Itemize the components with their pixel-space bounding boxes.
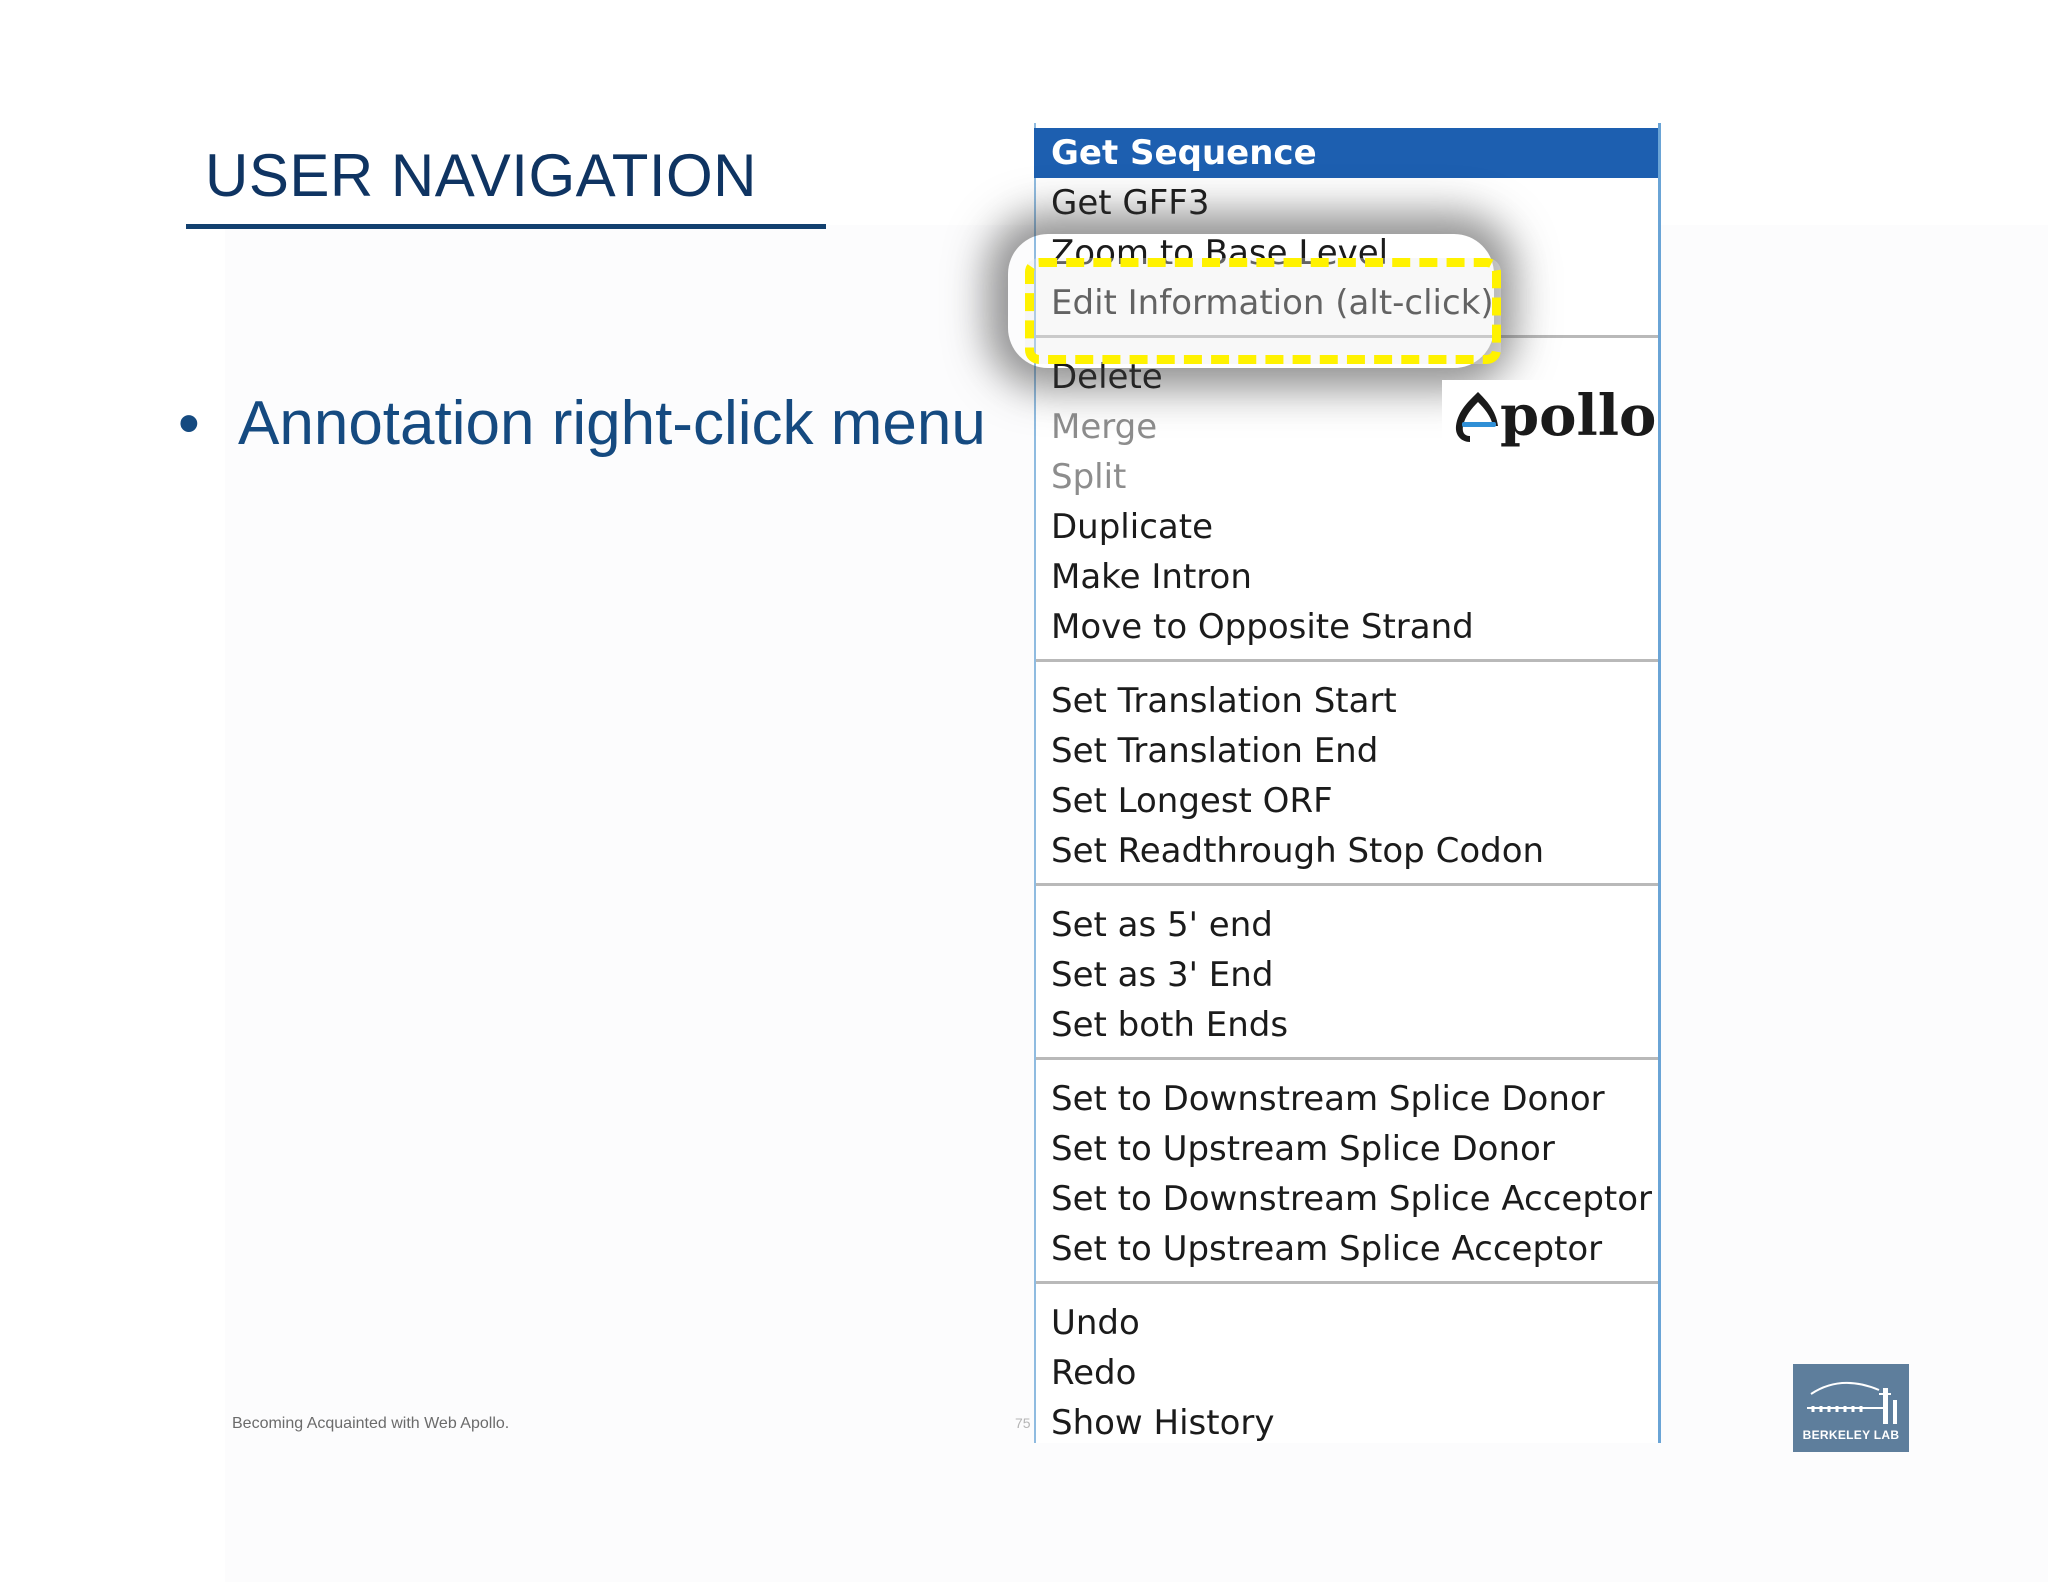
menu-separator (1036, 335, 1658, 338)
menu-item-get-gff3[interactable]: Get GFF3 (1051, 183, 1210, 223)
menu-item-move-to-opposite-strand[interactable]: Move to Opposite Strand (1051, 607, 1474, 647)
title-underline (186, 224, 826, 229)
menu-item-split: Split (1051, 457, 1127, 497)
menu-item-set-translation-start[interactable]: Set Translation Start (1051, 681, 1397, 721)
berkeley-lab-logo-icon (1801, 1372, 1901, 1426)
bullet-text: Annotation right-click menu (238, 389, 986, 458)
menu-item-duplicate[interactable]: Duplicate (1051, 507, 1213, 547)
menu-item-set-longest-orf[interactable]: Set Longest ORF (1051, 781, 1333, 821)
slide-footer: Becoming Acquainted with Web Apollo. (232, 1415, 510, 1432)
menu-item-make-intron[interactable]: Make Intron (1051, 557, 1252, 597)
menu-item-set-upstream-splice-acceptor[interactable]: Set to Upstream Splice Acceptor (1051, 1229, 1603, 1269)
menu-separator (1036, 883, 1658, 886)
menu-separator (1036, 1057, 1658, 1060)
menu-separator (1036, 659, 1658, 662)
page-number: 75 (1015, 1415, 1031, 1431)
menu-item-zoom-to-base-level[interactable]: Zoom to Base Level (1051, 233, 1389, 273)
menu-item-get-sequence[interactable]: Get Sequence (1034, 128, 1658, 178)
menu-item-set-upstream-splice-donor[interactable]: Set to Upstream Splice Donor (1051, 1129, 1555, 1169)
apollo-logo-icon (1450, 386, 1506, 450)
menu-item-set-downstream-splice-donor[interactable]: Set to Downstream Splice Donor (1051, 1079, 1605, 1119)
berkeley-lab-logo (1793, 1364, 1909, 1452)
menu-separator (1036, 1281, 1658, 1284)
bullet-point (178, 384, 986, 464)
menu-item-delete[interactable]: Delete (1051, 357, 1163, 397)
menu-item-set-readthrough-stop-codon[interactable]: Set Readthrough Stop Codon (1051, 831, 1545, 871)
menu-item-redo[interactable]: Redo (1051, 1353, 1137, 1393)
menu-item-show-history[interactable]: Show History (1051, 1403, 1275, 1443)
apollo-logo (1442, 380, 1656, 456)
berkeley-lab-logo-text: BERKELEY LAB (1802, 1428, 1900, 1442)
menu-item-undo[interactable]: Undo (1051, 1303, 1140, 1343)
menu-item-set-translation-end[interactable]: Set Translation End (1051, 731, 1379, 771)
menu-item-set-both-ends[interactable]: Set both Ends (1051, 1005, 1289, 1045)
menu-item-set-as-5-end[interactable]: Set as 5' end (1051, 905, 1273, 945)
context-menu (1034, 123, 1661, 1443)
slide-title: USER NAVIGATION (205, 142, 758, 209)
menu-item-merge: Merge (1051, 407, 1158, 447)
bullet-marker: • (178, 389, 200, 458)
menu-item-set-downstream-splice-acceptor[interactable]: Set to Downstream Splice Acceptor (1051, 1179, 1653, 1219)
menu-item-set-as-3-end[interactable]: Set as 3' End (1051, 955, 1274, 995)
apollo-logo-text: pollo (1500, 383, 1657, 449)
menu-item-edit-information[interactable]: Edit Information (alt-click) (1051, 283, 1494, 323)
